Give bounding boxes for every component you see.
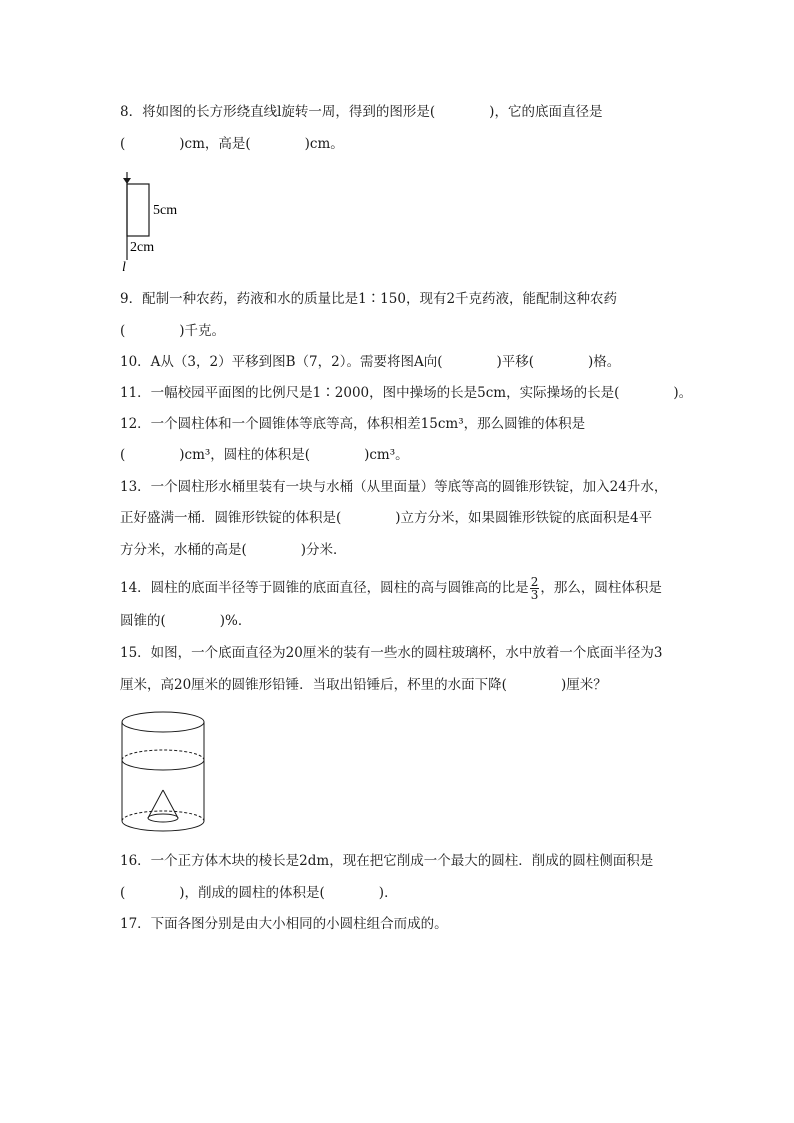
q16-line-1: 16．一个正方体木块的棱长是2dm，现在把它削成一个最大的圆柱．削成的圆柱侧面积是 [120,853,654,869]
q16-line-2: ( )，削成的圆柱的体积是( )． [120,885,398,901]
q17-line-1: 17．下面各图分别是由大小相同的小圆柱组合而成的。 [120,916,448,932]
q15-cylinder-cone-figure [117,708,209,836]
q14-text-before-fraction: 14．圆柱的底面半径等于圆锥的底面直径，圆柱的高与圆锥高的比是 [120,580,529,596]
q8-axis-label: l [122,260,126,275]
q14-text-after-fraction: ，那么，圆柱体积是 [540,580,662,596]
fraction-two-thirds [530,576,540,601]
q10-line-1: 10．A从（3，2）平移到图B（7，2）。需要将图A向( )平移( )格。 [120,354,621,370]
q8-line-1: 8．将如图的长方形绕直线l旋转一周，得到的图形是( )，它的底面直径是 [120,104,603,120]
q13-line-1: 13．一个圆柱形水桶里装有一块与水桶（从里面量）等底等高的圆锥形铁锭，加入24升水， [120,479,668,495]
q14-line-1 [120,576,662,601]
fraction-numerator: 2 [530,575,539,589]
q11-line-1: 11．一幅校园平面图的比例尺是1∶2000，图中操场的长是5cm，实际操场的长是( )。 [120,385,693,401]
q9-line-1: 9．配制一种农药，药液和水的质量比是1∶150，现有2千克药液，能配制这种农药 [120,291,618,307]
q9-line-2: ( )千克。 [120,323,226,339]
fraction-denominator: 3 [530,588,539,602]
q14-line-2: 圆锥的( )%． [120,613,252,629]
q8-height-label: 5cm [153,203,178,218]
q12-line-1: 12．一个圆柱体和一个圆锥体等底等高，体积相差15cm³，那么圆锥的体积是 [120,416,586,432]
q13-line-3: 方分米，水桶的高是( )分米． [120,542,347,558]
q12-line-2: ( )cm³，圆柱的体积是( )cm³。 [120,447,409,463]
q15-line-1: 15．如图，一个底面直径为20厘米的装有一些水的圆柱玻璃杯，水中放着一个底面半径为3 [120,645,663,661]
q13-line-2: 正好盛满一桶．圆锥形铁锭的体积是( )立方分米，如果圆锥形铁锭的底面积是4平 [120,510,653,526]
q8-line-2: ( )cm，高是( )cm。 [120,136,344,152]
q8-width-label: 2cm [130,240,155,255]
q15-line-2: 厘米，高20厘米的圆锥形铅锤．当取出铅锤后，杯里的水面下降( )厘米？ [120,677,607,693]
q8-rectangle-figure [115,170,195,275]
